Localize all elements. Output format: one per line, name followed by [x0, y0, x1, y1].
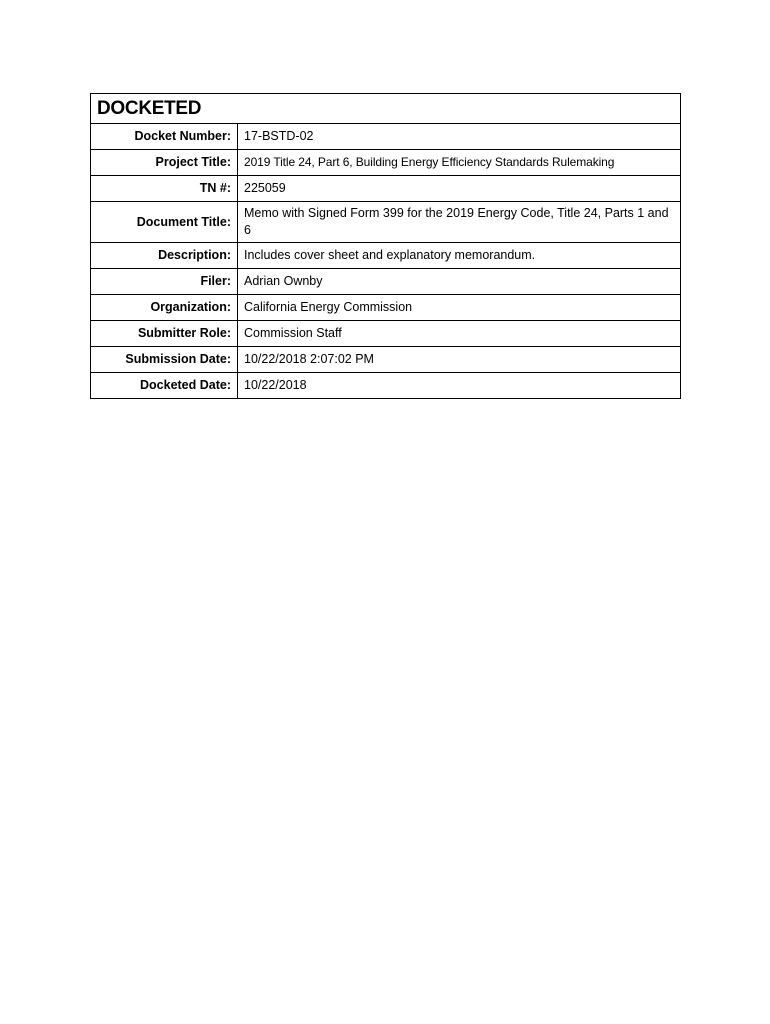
submission-date-label: Submission Date:: [91, 347, 238, 373]
document-title-row: [91, 202, 681, 243]
organization-row: [91, 295, 681, 321]
docketed-date-label: Docketed Date:: [91, 373, 238, 399]
docket-number-label: Docket Number:: [91, 124, 238, 150]
filer-label: Filer:: [91, 269, 238, 295]
docketed-date-row: [91, 373, 681, 399]
submission-date-value: 10/22/2018 2:07:02 PM: [238, 347, 681, 373]
organization-label: Organization:: [91, 295, 238, 321]
project-title-label: Project Title:: [91, 150, 238, 176]
docket-cover-table: [90, 93, 681, 399]
docket-number-row: [91, 124, 681, 150]
document-title-value: Memo with Signed Form 399 for the 2019 Energy Code, Title 24, Parts 1 and 6: [238, 202, 681, 243]
organization-value: California Energy Commission: [238, 295, 681, 321]
submitter-role-label: Submitter Role:: [91, 321, 238, 347]
filer-value: Adrian Ownby: [238, 269, 681, 295]
docketed-heading: DOCKETED: [91, 94, 681, 124]
description-label: Description:: [91, 243, 238, 269]
docketed-date-value: 10/22/2018: [238, 373, 681, 399]
tn-label: TN #:: [91, 176, 238, 202]
submitter-role-value: Commission Staff: [238, 321, 681, 347]
submitter-role-row: [91, 321, 681, 347]
project-title-value: 2019 Title 24, Part 6, Building Energy Efficiency Standards Rulemaking: [238, 150, 681, 176]
description-value: Includes cover sheet and explanatory memorandum.: [238, 243, 681, 269]
tn-row: [91, 176, 681, 202]
docket-number-value: 17-BSTD-02: [238, 124, 681, 150]
description-row: [91, 243, 681, 269]
tn-value: 225059: [238, 176, 681, 202]
filer-row: [91, 269, 681, 295]
document-title-label: Document Title:: [91, 202, 238, 243]
project-title-row: [91, 150, 681, 176]
submission-date-row: [91, 347, 681, 373]
docket-header-row: [91, 94, 681, 124]
